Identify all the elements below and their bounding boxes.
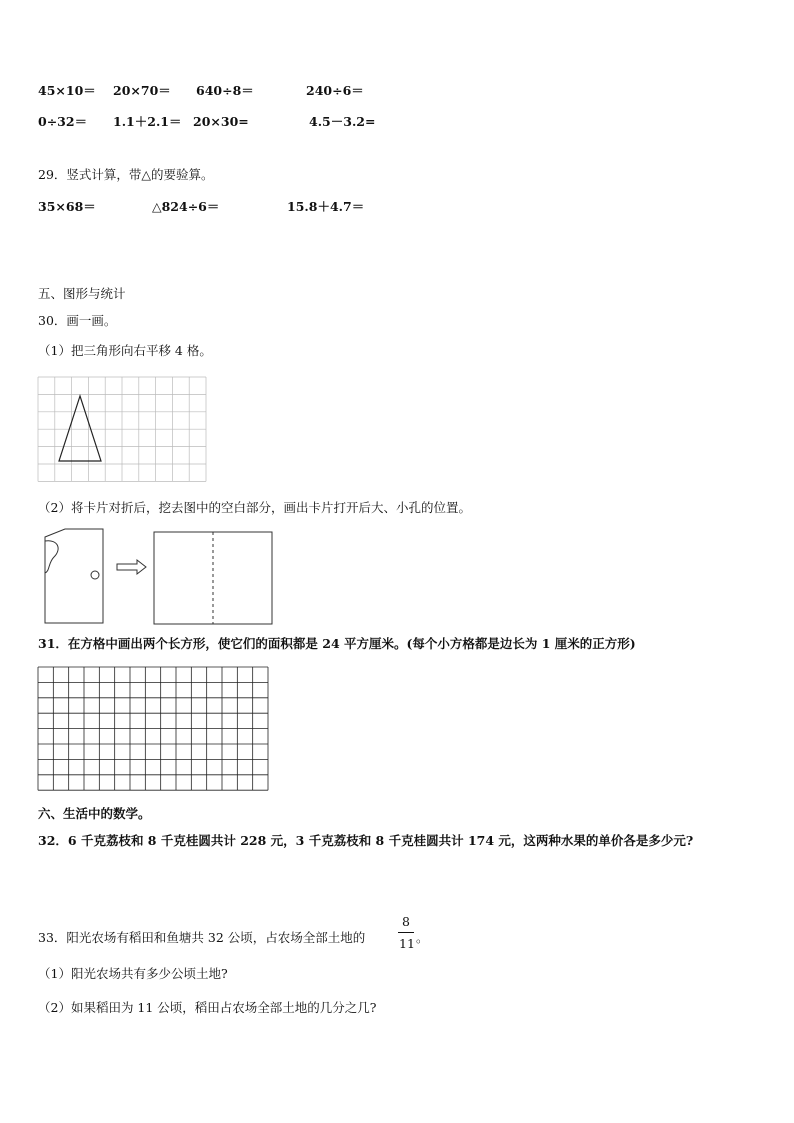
q33-text-after: 。 [416, 930, 429, 945]
question-30-part-1: （1）把三角形向右平移 4 格。 [38, 343, 212, 358]
fraction-bar [398, 932, 414, 933]
calc-item: 20×30= [193, 114, 249, 129]
question-33-title [38, 930, 365, 946]
question-31-title: 31．在方格中画出两个长方形，使它们的面积都是 24 平方厘米。(每个小方格都是边长为 1 厘米的正方形) [38, 636, 636, 651]
section-heading-6: 六、生活中的数学。 [38, 806, 151, 821]
question-29-title: 29．竖式计算，带△的要验算。 [38, 167, 214, 182]
calc-item: 1.1＋2.1＝ [113, 114, 182, 129]
question-32-title: 32．6 千克荔枝和 8 千克桂圆共计 228 元，3 千克荔枝和 8 千克桂圆共计 174 元，这两种水果的单价各是多少元? [38, 833, 694, 848]
triangle-grid-figure [38, 377, 208, 483]
question-33-part-2: （2）如果稻田为 11 公顷，稻田占农场全部土地的几分之几? [38, 1000, 377, 1015]
calc-item: 640÷8＝ [196, 83, 254, 98]
question-30-title: 30．画一画。 [38, 313, 117, 328]
calc-item: 0÷32＝ [38, 114, 88, 129]
q29-item: 15.8＋4.7＝ [287, 199, 365, 214]
calc-item: 20×70＝ [113, 83, 171, 98]
calc-item: 45×10＝ [38, 83, 96, 98]
card-fold-figure [40, 527, 280, 627]
triangle-shape [59, 396, 101, 461]
square-grid-24 [38, 667, 270, 791]
q33-text-before: 33．阳光农场有稻田和鱼塘共 32 公顷，占农场全部土地的 [38, 930, 366, 945]
q29-item: △824÷6＝ [152, 199, 220, 214]
q29-item: 35×68＝ [38, 199, 96, 214]
question-30-part-2: （2）将卡片对折后，挖去图中的空白部分，画出卡片打开后大、小孔的位置。 [38, 500, 471, 515]
question-33-part-1: （1）阳光农场共有多少公顷土地? [38, 966, 228, 981]
calc-item: 4.5－3.2= [309, 114, 376, 129]
fraction-numerator: 8 [402, 914, 410, 929]
calc-item: 240÷6＝ [306, 83, 364, 98]
fraction-denominator: 11 [399, 936, 415, 951]
right-arrow-icon [117, 560, 146, 574]
section-heading-5: 五、图形与统计 [38, 286, 126, 301]
